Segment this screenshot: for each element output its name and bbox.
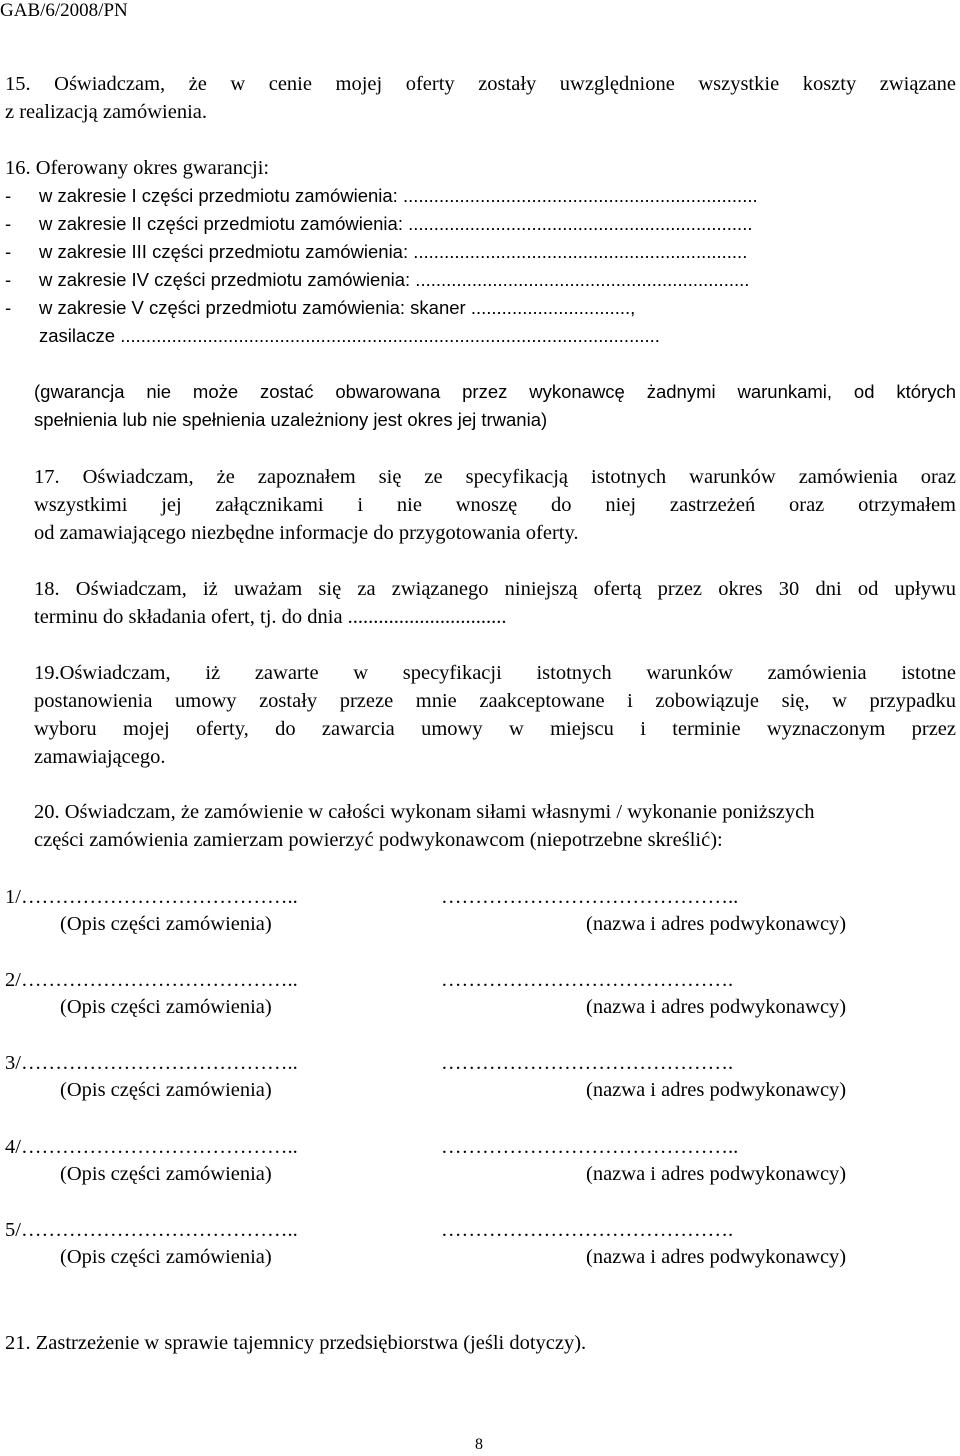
dash-marker: - [5, 213, 12, 234]
dash-marker: - [5, 185, 12, 206]
warranty-item-4 [5, 266, 749, 294]
section-17-line-1: 17. Oświadczam, że zapoznałem się ze specyfikacją istotnych warunków zamówienia oraz [34, 466, 956, 488]
subcontract-row-5-description-field: 5/………………………………….. [5, 1219, 298, 1241]
section-18-line-1: 18. Oświadczam, iż uważam się za związanego niniejszą ofertą przez okres 30 dni od upływu [34, 578, 956, 600]
subcontract-row-2-description-caption: (Opis części zamówienia) [60, 996, 272, 1018]
warranty-item-text: w zakresie V części przedmiotu zamówienia: skaner ..............................., [39, 297, 636, 318]
section-19-line-4: zamawiającego. [34, 746, 166, 768]
subcontract-row-4-contractor-field: …………………………………….. [441, 1136, 739, 1158]
subcontract-row-2-description-field: 2/………………………………….. [5, 969, 298, 991]
subcontract-row-4-description-field: 4/………………………………….. [5, 1136, 298, 1158]
section-18-line-2: terminu do składania ofert, tj. do dnia ............................... [34, 606, 507, 628]
section-18 [34, 575, 956, 631]
subcontract-row-2-contractor-caption: (nazwa i adres podwykonawcy) [586, 996, 847, 1018]
section-19-line-1: 19.Oświadczam, iż zawarte w specyfikacji istotnych warunków zamówienia istotne [34, 662, 956, 684]
subcontract-row-5-contractor-caption: (nazwa i adres podwykonawcy) [586, 1246, 847, 1268]
section-20-line-2: części zamówienia zamierzam powierzyć podwykonawcom (niepotrzebne skreślić): [34, 829, 723, 851]
section-19 [34, 659, 956, 771]
subcontract-row-1-contractor-caption: (nazwa i adres podwykonawcy) [586, 913, 847, 935]
subcontract-row-3-contractor-caption: (nazwa i adres podwykonawcy) [586, 1079, 847, 1101]
section-15-line-1: 15. Oświadczam, że w cenie mojej oferty zostały uwzględnione wszystkie koszty związane [5, 73, 956, 95]
warranty-item-1 [5, 182, 758, 210]
section-21: 21. Zastrzeżenie w sprawie tajemnicy przedsiębiorstwa (jeśli dotyczy). [5, 1332, 587, 1354]
dash-marker: - [5, 269, 12, 290]
subcontract-row-3-description-field: 3/………………………………….. [5, 1052, 298, 1074]
subcontract-row-1-description-caption: (Opis części zamówienia) [60, 913, 272, 935]
subcontract-row-1-description-field: 1/………………………………….. [5, 886, 298, 908]
warranty-item-3 [5, 238, 747, 266]
warranty-item-text: w zakresie II części przedmiotu zamówienia: ................................................................... [39, 213, 753, 234]
subcontract-row-4-description-caption: (Opis części zamówienia) [60, 1163, 272, 1185]
dash-marker: - [5, 297, 12, 318]
section-15 [5, 70, 956, 126]
warranty-note-line-1: (gwarancja nie może zostać obwarowana przez wykonawcę żadnymi warunkami, od których [34, 381, 956, 402]
section-17 [34, 463, 956, 547]
document-id: GAB/6/2008/PN [0, 0, 128, 21]
section-20-line-1: 20. Oświadczam, że zamówienie w całości wykonam siłami własnymi / wykonanie poniższych [34, 801, 815, 823]
section-16-title: 16. Oferowany okres gwarancji: [5, 157, 270, 179]
subcontract-row-1-contractor-field: …………………………………….. [441, 886, 739, 908]
subcontract-row-5-contractor-field: ……………………………………. [441, 1219, 734, 1241]
subcontract-row-4-contractor-caption: (nazwa i adres podwykonawcy) [586, 1163, 847, 1185]
section-17-line-3: od zamawiającego niezbędne informacje do przygotowania oferty. [34, 522, 579, 544]
warranty-item-text: w zakresie III części przedmiotu zamówienia: ................................................................. [39, 241, 748, 262]
section-19-line-3: wyboru mojej oferty, do zawarcia umowy w miejscu i terminie wyznaczonym przez [34, 718, 956, 740]
warranty-note-line-2: spełnienia lub nie spełnienia uzależniony jest okres jej trwania) [34, 409, 548, 430]
subcontract-row-5-description-caption: (Opis części zamówienia) [60, 1246, 272, 1268]
subcontract-row-3-contractor-field: ……………………………………. [441, 1052, 734, 1074]
warranty-item-2 [5, 210, 752, 238]
dash-marker: - [5, 241, 12, 262]
subcontract-row-2-contractor-field: ……………………………………. [441, 969, 734, 991]
section-19-line-2: postanowienia umowy zostały przeze mnie zaakceptowane i zobowiązuje się, w przypadku [34, 690, 956, 712]
warranty-item-5 [5, 294, 635, 322]
subcontract-row-3-description-caption: (Opis części zamówienia) [60, 1079, 272, 1101]
warranty-note [34, 378, 956, 434]
section-17-line-2: wszystkimi jej załącznikami i nie wnoszę do niej zastrzeżeń oraz otrzymałem [34, 494, 956, 516]
section-15-line-2: z realizacją zamówienia. [5, 101, 208, 123]
warranty-item-text: w zakresie I części przedmiotu zamówienia: ..................................................................... [39, 185, 758, 206]
page-number: 8 [475, 1436, 483, 1453]
warranty-item-text: w zakresie IV części przedmiotu zamówienia: ................................................................. [39, 269, 750, 290]
warranty-item-5-continuation: zasilacze ......................................................................................................... [39, 325, 660, 346]
